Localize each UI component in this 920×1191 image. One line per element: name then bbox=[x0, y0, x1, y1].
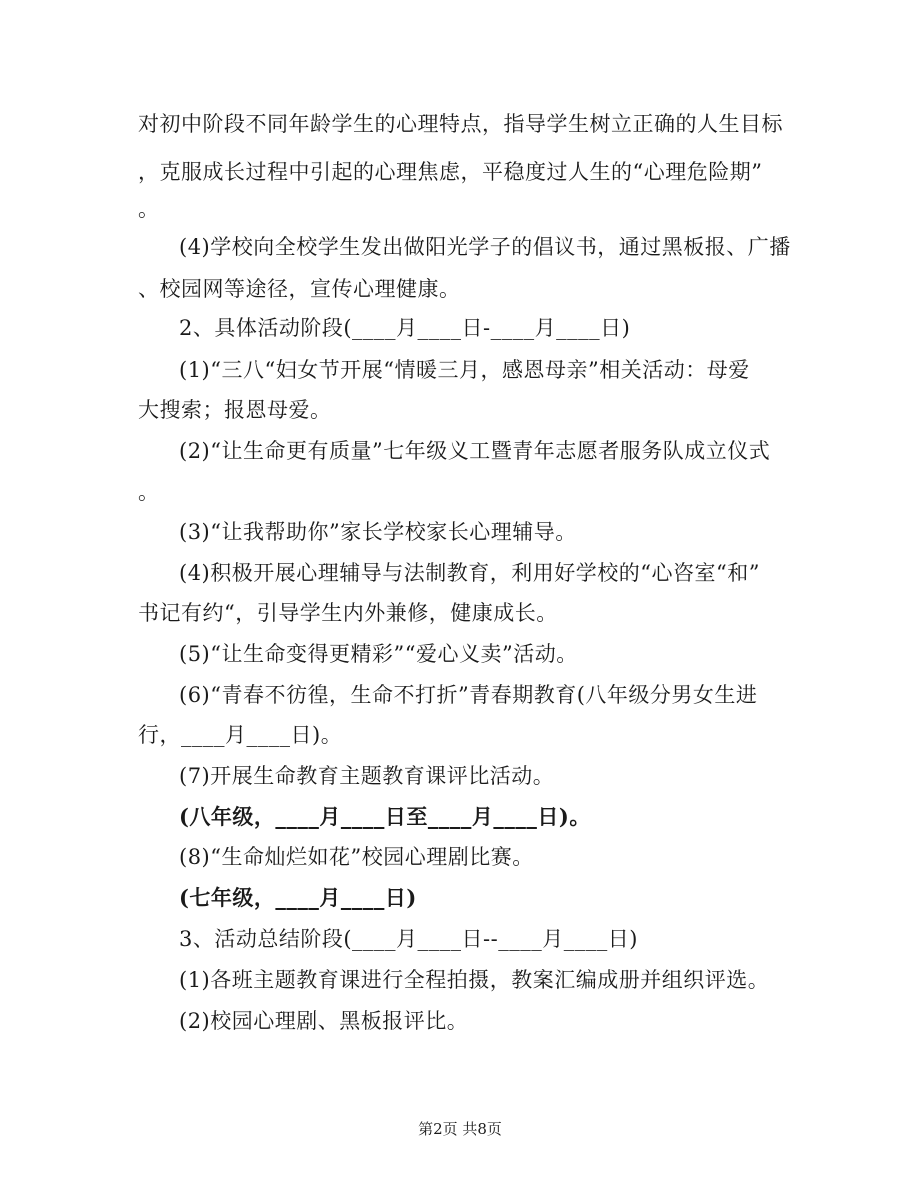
text-line: (6)“青春不彷徨，生命不打折”青春期教育(八年级分男女生进 bbox=[179, 683, 758, 707]
text-line: 。 bbox=[138, 480, 160, 504]
text-line: (4)学校向全校学生发出做阳光学子的倡议书，通过黑板报、广播 bbox=[179, 235, 791, 259]
text-line: 、校园网等途径，宣传心理健康。 bbox=[138, 277, 461, 301]
section-heading: 2、具体活动阶段(____月____日-____月____日) bbox=[179, 316, 631, 340]
text-line: (八年级，____月____日至____月____日)。 bbox=[179, 804, 591, 829]
text-line: (5)“让生命变得更精彩”“爱心义卖”活动。 bbox=[179, 642, 578, 666]
text-line: 行，____月____日)。 bbox=[138, 723, 343, 747]
text-line: (3)“让我帮助你”家长学校家长心理辅导。 bbox=[179, 520, 577, 544]
text-line: 大搜索；报恩母爱。 bbox=[138, 398, 332, 422]
page-number: 第2页 共8页 bbox=[418, 1120, 502, 1138]
section-heading: 3、活动总结阶段(____月____日--____月____日) bbox=[179, 927, 638, 951]
text-line: (7)开展生命教育主题教育课评比活动。 bbox=[179, 764, 555, 788]
text-line: (2)校园心理剧、黑板报评比。 bbox=[179, 1009, 469, 1033]
text-line: (1)各班主题教育课进行全程拍摄，教案汇编成册并组织评选。 bbox=[179, 968, 770, 992]
text-line: (2)“让生命更有质量”七年级义工暨青年志愿者服务队成立仪式 bbox=[179, 439, 771, 463]
text-line: (4)积极开展心理辅导与法制教育，利用好学校的“心咨室“和” bbox=[179, 561, 760, 585]
text-line: 对初中阶段不同年龄学生的心理特点，指导学生树立正确的人生目标 bbox=[138, 112, 783, 136]
text-line: (8)“生命灿烂如花”校园心理剧比赛。 bbox=[179, 845, 534, 869]
text-line: 书记有约“，引导学生内外兼修，健康成长。 bbox=[138, 601, 558, 625]
text-line: ，克服成长过程中引起的心理焦虑，平稳度过人生的“心理危险期” bbox=[138, 160, 763, 184]
text-line: (1)“三八“妇女节开展“情暖三月，感恩母亲”相关活动：母爱 bbox=[179, 358, 750, 382]
text-line: (七年级，____月____日) bbox=[179, 885, 417, 910]
text-line: 。 bbox=[138, 197, 160, 221]
